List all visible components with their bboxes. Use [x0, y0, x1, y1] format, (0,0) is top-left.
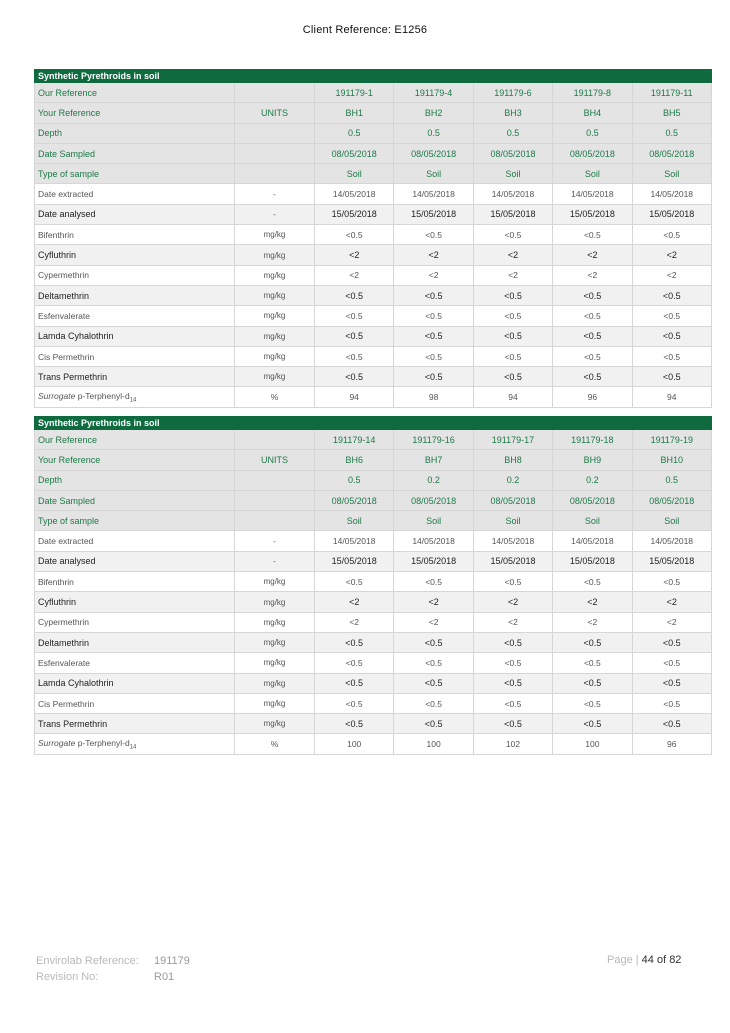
analyte-unit: mg/kg [235, 592, 315, 612]
analyte-unit: mg/kg [235, 245, 315, 265]
row-unit [235, 430, 315, 450]
result-value: <2 [553, 592, 632, 612]
sample-value: 08/05/2018 [553, 490, 632, 510]
analyte-name: Deltamethrin [35, 632, 235, 652]
result-value: <2 [632, 245, 711, 265]
sample-value: BH5 [632, 103, 711, 123]
page-number [607, 954, 681, 966]
analyte-unit: mg/kg [235, 346, 315, 366]
result-value: <0.5 [315, 326, 394, 346]
sample-value: 08/05/2018 [394, 490, 473, 510]
row-unit: UNITS [235, 103, 315, 123]
sample-value: 0.5 [394, 123, 473, 143]
table-row [35, 265, 712, 285]
result-value: <0.5 [473, 714, 552, 734]
table-row [35, 285, 712, 305]
footer-references [36, 953, 190, 985]
table-row [35, 326, 712, 346]
sample-value: Soil [553, 164, 632, 184]
surrogate-label-subscript: 14 [129, 744, 137, 751]
table-row [35, 714, 712, 734]
sample-value: Soil [632, 164, 711, 184]
result-value: 14/05/2018 [632, 531, 711, 551]
result-value: 15/05/2018 [632, 204, 711, 224]
result-value: <2 [473, 245, 552, 265]
analyte-name: Cypermethrin [35, 612, 235, 632]
row-label: Date Sampled [35, 490, 235, 510]
header-row [35, 470, 712, 490]
result-value: <0.5 [315, 346, 394, 366]
sample-value: 0.5 [473, 123, 552, 143]
result-value: <0.5 [473, 346, 552, 366]
row-unit [235, 470, 315, 490]
result-value: 15/05/2018 [394, 204, 473, 224]
surrogate-unit: % [235, 387, 315, 407]
header-row [35, 143, 712, 163]
sample-value: 0.5 [632, 470, 711, 490]
row-unit [235, 490, 315, 510]
surrogate-label-subscript: 14 [129, 397, 137, 404]
table-row [35, 693, 712, 713]
table-row [35, 612, 712, 632]
result-value: 15/05/2018 [315, 204, 394, 224]
result-value: <2 [553, 612, 632, 632]
result-value: <0.5 [394, 693, 473, 713]
result-value: <0.5 [315, 632, 394, 652]
sample-value: 191179-18 [553, 430, 632, 450]
sample-value: BH3 [473, 103, 552, 123]
result-value: <2 [553, 265, 632, 285]
result-value: <0.5 [394, 326, 473, 346]
sample-value: Soil [553, 511, 632, 531]
result-value: <0.5 [394, 367, 473, 387]
analyte-name: Cyfluthrin [35, 245, 235, 265]
sample-value: Soil [632, 511, 711, 531]
surrogate-value: 94 [473, 387, 552, 407]
row-label: Type of sample [35, 511, 235, 531]
sample-value: 0.5 [315, 123, 394, 143]
result-value: 15/05/2018 [394, 551, 473, 571]
result-value: <0.5 [473, 572, 552, 592]
analyte-unit: - [235, 184, 315, 204]
analyte-unit: mg/kg [235, 265, 315, 285]
sample-value: BH8 [473, 450, 552, 470]
result-value: <0.5 [473, 306, 552, 326]
surrogate-label-compound: p-Terphenyl-d [75, 737, 130, 748]
sample-value: 191179-11 [632, 83, 711, 103]
result-value: <0.5 [394, 225, 473, 245]
analyte-unit: mg/kg [235, 285, 315, 305]
result-value: <0.5 [394, 714, 473, 734]
result-value: <2 [473, 265, 552, 285]
result-value: 15/05/2018 [553, 551, 632, 571]
analyte-unit: mg/kg [235, 693, 315, 713]
analyte-name: Cis Permethrin [35, 346, 235, 366]
surrogate-value: 96 [632, 734, 711, 754]
analyte-name: Cyfluthrin [35, 592, 235, 612]
result-value: <0.5 [553, 572, 632, 592]
sample-value: Soil [315, 511, 394, 531]
row-unit: UNITS [235, 450, 315, 470]
sample-value: BH10 [632, 450, 711, 470]
sample-value: Soil [315, 164, 394, 184]
surrogate-unit: % [235, 734, 315, 754]
analyte-name: Date extracted [35, 531, 235, 551]
header-row [35, 490, 712, 510]
analyte-name: Cypermethrin [35, 265, 235, 285]
surrogate-row [35, 387, 712, 407]
table-row [35, 225, 712, 245]
result-value: <0.5 [553, 225, 632, 245]
table-row [35, 204, 712, 224]
result-value: 14/05/2018 [553, 531, 632, 551]
result-value: <0.5 [473, 653, 552, 673]
sample-value: BH2 [394, 103, 473, 123]
table-row [35, 673, 712, 693]
result-value: <0.5 [632, 714, 711, 734]
sample-value: 191179-14 [315, 430, 394, 450]
result-value: <0.5 [315, 714, 394, 734]
analyte-name: Deltamethrin [35, 285, 235, 305]
sample-value: 191179-17 [473, 430, 552, 450]
result-value: 14/05/2018 [394, 184, 473, 204]
analyte-unit: mg/kg [235, 306, 315, 326]
sample-value: 0.5 [315, 470, 394, 490]
result-value: <0.5 [473, 693, 552, 713]
result-value: <2 [394, 265, 473, 285]
result-value: <2 [315, 592, 394, 612]
result-value: <0.5 [315, 285, 394, 305]
row-label: Our Reference [35, 430, 235, 450]
result-value: <0.5 [473, 673, 552, 693]
analyte-name: Bifenthrin [35, 572, 235, 592]
sample-value: 08/05/2018 [473, 143, 552, 163]
surrogate-value: 100 [394, 734, 473, 754]
sample-value: 191179-4 [394, 83, 473, 103]
result-value: <0.5 [553, 326, 632, 346]
result-value: <0.5 [553, 693, 632, 713]
result-value: 14/05/2018 [394, 531, 473, 551]
analyte-name: Date analysed [35, 551, 235, 571]
result-value: 15/05/2018 [473, 551, 552, 571]
page-prefix: Page | [607, 954, 642, 966]
envirolab-reference-value: 191179 [154, 955, 190, 967]
row-unit [235, 83, 315, 103]
row-unit [235, 123, 315, 143]
result-value: <0.5 [632, 225, 711, 245]
surrogate-value: 102 [473, 734, 552, 754]
row-label: Our Reference [35, 83, 235, 103]
sample-value: 08/05/2018 [473, 490, 552, 510]
table-row [35, 367, 712, 387]
sample-value: BH7 [394, 450, 473, 470]
result-value: <2 [632, 612, 711, 632]
envirolab-reference-label: Envirolab Reference: [36, 955, 139, 967]
analyte-unit: mg/kg [235, 632, 315, 652]
result-value: <0.5 [473, 285, 552, 305]
sample-value: Soil [473, 164, 552, 184]
analyte-unit: - [235, 531, 315, 551]
surrogate-label-italic: Surrogate [38, 390, 76, 401]
result-value: <0.5 [473, 326, 552, 346]
analyte-name: Lamda Cyhalothrin [35, 326, 235, 346]
result-value: <0.5 [473, 632, 552, 652]
sample-value: 08/05/2018 [315, 490, 394, 510]
result-value: <0.5 [553, 673, 632, 693]
result-value: <0.5 [394, 632, 473, 652]
result-value: <0.5 [553, 714, 632, 734]
table-row [35, 184, 712, 204]
table-title-row [35, 70, 712, 83]
result-value: <0.5 [553, 285, 632, 305]
analyte-name: Cis Permethrin [35, 693, 235, 713]
sample-value: 0.2 [473, 470, 552, 490]
surrogate-value: 96 [553, 387, 632, 407]
analyte-unit: mg/kg [235, 653, 315, 673]
table-row [35, 592, 712, 612]
table-title: Synthetic Pyrethroids in soil [35, 70, 712, 83]
sample-value: 08/05/2018 [553, 143, 632, 163]
header-row [35, 450, 712, 470]
result-value: <0.5 [394, 653, 473, 673]
result-value: <2 [632, 592, 711, 612]
table-row [35, 346, 712, 366]
sample-value: 191179-19 [632, 430, 711, 450]
sample-value: 0.5 [632, 123, 711, 143]
result-value: <2 [315, 245, 394, 265]
client-reference: Client Reference: E1256 [302, 24, 428, 36]
result-value: <0.5 [315, 693, 394, 713]
row-label: Type of sample [35, 164, 235, 184]
result-value: <0.5 [632, 632, 711, 652]
result-value: <0.5 [553, 632, 632, 652]
sample-value: 08/05/2018 [632, 143, 711, 163]
result-value: 15/05/2018 [632, 551, 711, 571]
sample-value: 08/05/2018 [632, 490, 711, 510]
analyte-unit: - [235, 204, 315, 224]
row-label: Date Sampled [35, 143, 235, 163]
result-value: <2 [394, 612, 473, 632]
surrogate-label-italic: Surrogate [38, 737, 76, 748]
header-row [35, 511, 712, 531]
header-row [35, 103, 712, 123]
result-value: 14/05/2018 [553, 184, 632, 204]
header-row [35, 123, 712, 143]
header-row [35, 430, 712, 450]
sample-value: BH9 [553, 450, 632, 470]
header-row [35, 83, 712, 103]
row-label: Depth [35, 470, 235, 490]
result-value: <0.5 [315, 367, 394, 387]
analyte-unit: mg/kg [235, 326, 315, 346]
analyte-name: Esfenvalerate [35, 653, 235, 673]
analyte-unit: mg/kg [235, 367, 315, 387]
sample-value: BH4 [553, 103, 632, 123]
sample-value: 191179-1 [315, 83, 394, 103]
result-value: <0.5 [553, 367, 632, 387]
results-table-1 [34, 69, 712, 408]
result-value: <0.5 [473, 225, 552, 245]
result-value: <0.5 [315, 225, 394, 245]
surrogate-value: 98 [394, 387, 473, 407]
analyte-name: Lamda Cyhalothrin [35, 673, 235, 693]
result-value: <0.5 [632, 693, 711, 713]
result-value: 14/05/2018 [632, 184, 711, 204]
result-value: <0.5 [394, 306, 473, 326]
sample-value: 08/05/2018 [315, 143, 394, 163]
result-value: <0.5 [553, 653, 632, 673]
surrogate-value: 94 [315, 387, 394, 407]
result-value: <0.5 [315, 653, 394, 673]
sample-value: 191179-8 [553, 83, 632, 103]
envirolab-reference [36, 953, 190, 969]
page-value: 44 of 82 [641, 954, 682, 966]
result-value: 15/05/2018 [315, 551, 394, 571]
revision-value: R01 [154, 971, 175, 983]
table-row [35, 306, 712, 326]
analyte-name: Bifenthrin [35, 225, 235, 245]
sample-value: 191179-6 [473, 83, 552, 103]
row-label: Depth [35, 123, 235, 143]
surrogate-value: 100 [553, 734, 632, 754]
sample-value: Soil [394, 511, 473, 531]
result-value: <0.5 [553, 346, 632, 366]
result-value: <2 [394, 245, 473, 265]
analyte-name: Trans Permethrin [35, 714, 235, 734]
sample-value: 08/05/2018 [394, 143, 473, 163]
result-value: <0.5 [632, 673, 711, 693]
result-value: 14/05/2018 [473, 531, 552, 551]
table-row [35, 572, 712, 592]
result-value: 14/05/2018 [315, 531, 394, 551]
row-label: Your Reference [35, 103, 235, 123]
table-row [35, 653, 712, 673]
analyte-name: Esfenvalerate [35, 306, 235, 326]
table-row [35, 531, 712, 551]
result-value: <0.5 [553, 306, 632, 326]
sample-value: 0.5 [553, 123, 632, 143]
surrogate-row [35, 734, 712, 754]
analyte-unit: mg/kg [235, 673, 315, 693]
table-row [35, 551, 712, 571]
revision-label: Revision No: [36, 971, 99, 983]
row-label: Your Reference [35, 450, 235, 470]
result-value: <0.5 [632, 572, 711, 592]
result-value: <2 [473, 592, 552, 612]
result-value: <0.5 [394, 572, 473, 592]
sample-value: BH6 [315, 450, 394, 470]
result-value: <0.5 [473, 367, 552, 387]
sample-value: 0.2 [394, 470, 473, 490]
result-value: <0.5 [632, 326, 711, 346]
result-value: 14/05/2018 [315, 184, 394, 204]
result-value: <2 [315, 612, 394, 632]
revision-number [36, 969, 190, 985]
result-value: 15/05/2018 [553, 204, 632, 224]
analyte-unit: mg/kg [235, 612, 315, 632]
analyte-name: Trans Permethrin [35, 367, 235, 387]
sample-value: 0.2 [553, 470, 632, 490]
analyte-unit: mg/kg [235, 714, 315, 734]
result-value: <0.5 [315, 673, 394, 693]
sample-value: Soil [394, 164, 473, 184]
results-table-2 [34, 416, 712, 755]
surrogate-label [35, 734, 235, 754]
row-unit [235, 164, 315, 184]
table-row [35, 245, 712, 265]
result-value: <2 [632, 265, 711, 285]
result-value: <0.5 [632, 367, 711, 387]
result-value: <0.5 [632, 285, 711, 305]
analyte-name: Date extracted [35, 184, 235, 204]
surrogate-value: 94 [632, 387, 711, 407]
sample-value: Soil [473, 511, 552, 531]
result-value: <0.5 [394, 285, 473, 305]
analyte-unit: mg/kg [235, 572, 315, 592]
analyte-unit: mg/kg [235, 225, 315, 245]
sample-value: BH1 [315, 103, 394, 123]
result-value: 15/05/2018 [473, 204, 552, 224]
table-title: Synthetic Pyrethroids in soil [35, 417, 712, 430]
result-value: <0.5 [394, 673, 473, 693]
sample-value: 191179-16 [394, 430, 473, 450]
surrogate-value: 100 [315, 734, 394, 754]
analyte-unit: - [235, 551, 315, 571]
result-value: 14/05/2018 [473, 184, 552, 204]
row-unit [235, 511, 315, 531]
analyte-name: Date analysed [35, 204, 235, 224]
table-row [35, 632, 712, 652]
result-value: <0.5 [315, 572, 394, 592]
header-row [35, 164, 712, 184]
surrogate-label [35, 387, 235, 407]
result-value: <0.5 [632, 306, 711, 326]
result-value: <2 [394, 592, 473, 612]
result-value: <0.5 [632, 653, 711, 673]
result-value: <2 [473, 612, 552, 632]
result-value: <0.5 [315, 306, 394, 326]
table-title-row [35, 417, 712, 430]
result-value: <2 [315, 265, 394, 285]
result-value: <0.5 [394, 346, 473, 366]
surrogate-label-compound: p-Terphenyl-d [75, 390, 130, 401]
result-value: <0.5 [632, 346, 711, 366]
result-value: <2 [553, 245, 632, 265]
row-unit [235, 143, 315, 163]
